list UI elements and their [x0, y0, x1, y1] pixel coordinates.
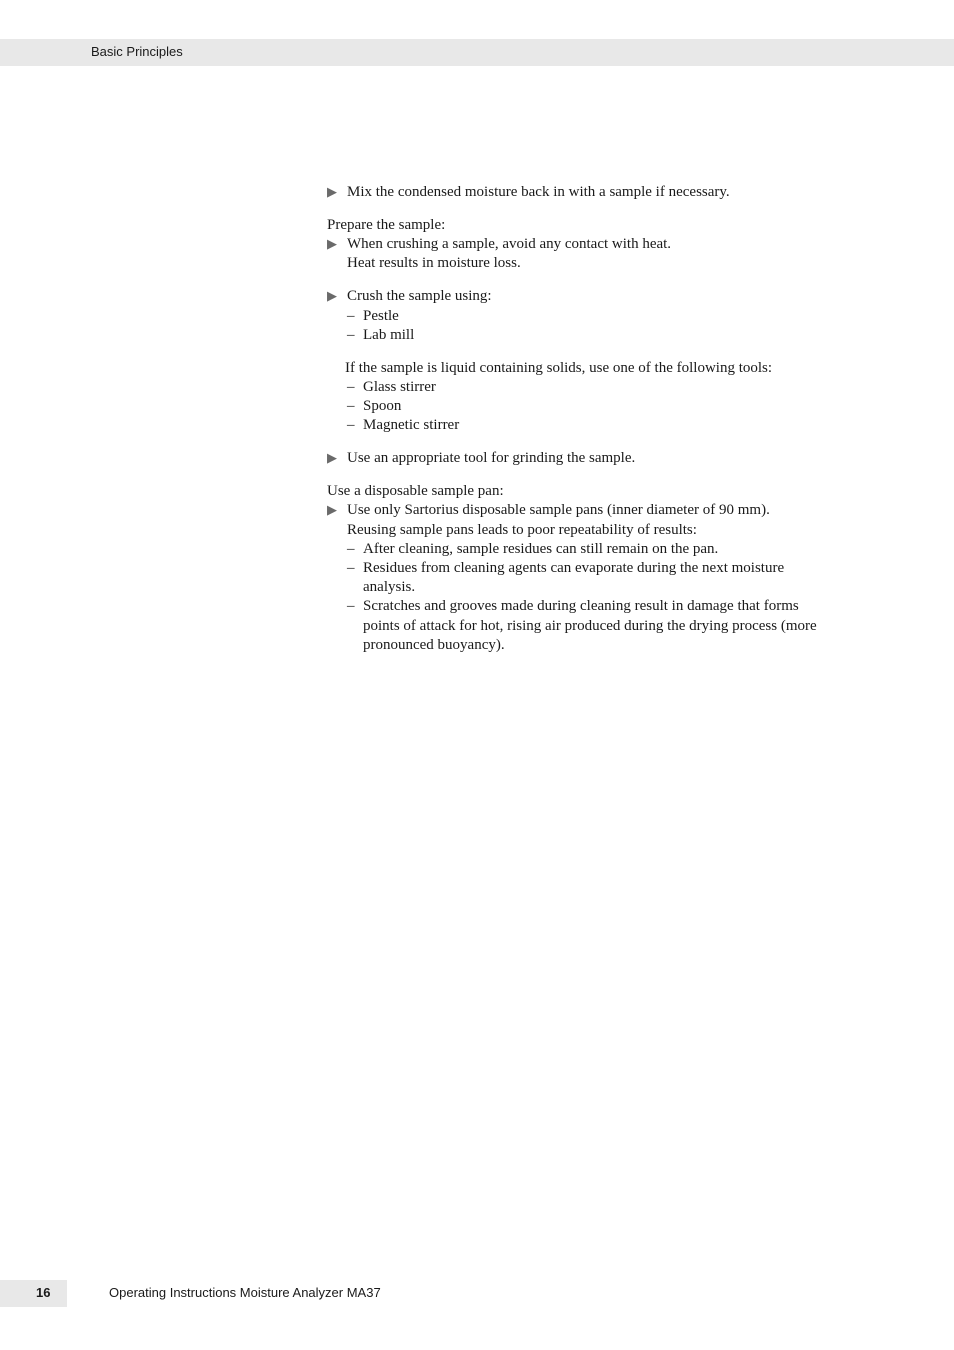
section-title: Basic Principles: [91, 44, 183, 59]
list-item-text: Magnetic stirrer: [363, 417, 460, 434]
list-item-text: Lab mill: [363, 326, 415, 343]
instruction-text: Use an appropriate tool for grinding the sample.: [347, 450, 636, 467]
list-item-text: After cleaning, sample residues can still remain on the pan.: [363, 540, 719, 557]
instruction-item: [327, 235, 867, 254]
list-item-text: Pestle: [363, 307, 399, 324]
dash-marker: –: [347, 307, 355, 324]
dash-marker: –: [347, 378, 355, 395]
list-item-text: Spoon: [363, 398, 402, 415]
triangle-right-icon: ▶: [327, 289, 337, 305]
list-item: [327, 378, 867, 397]
list-item-continuation: analysis.: [363, 579, 416, 596]
triangle-right-icon: ▶: [327, 503, 337, 519]
instruction-text: Mix the condensed moisture back in with a sample if necessary.: [347, 184, 730, 200]
instruction-item: [327, 501, 867, 520]
instruction-continuation: Heat results in moisture loss.: [347, 255, 521, 272]
dash-marker: –: [347, 398, 355, 415]
paragraph-text: Prepare the sample:: [327, 216, 446, 233]
list-item-continuation: pronounced buoyancy).: [363, 636, 505, 653]
instruction-continuation: Reusing sample pans leads to poor repeatability of results:: [347, 521, 697, 538]
dash-marker: –: [347, 326, 355, 343]
paragraph-text: Use a disposable sample pan:: [327, 483, 504, 500]
list-item-continuation: points of attack for hot, rising air produced during the drying process (more: [363, 617, 817, 634]
page-body: [327, 183, 867, 655]
instruction-item: [327, 449, 867, 468]
list-item: [327, 307, 867, 326]
paragraph-text: If the sample is liquid containing solids, use one of the following tools:: [345, 359, 773, 376]
instruction-text: Use only Sartorius disposable sample pans (inner diameter of 90 mm).: [347, 502, 770, 519]
instruction-text: When crushing a sample, avoid any contact with heat.: [347, 236, 672, 253]
dash-marker: –: [347, 417, 355, 434]
triangle-right-icon: ▶: [327, 451, 337, 467]
triangle-right-icon: ▶: [327, 185, 337, 200]
dash-marker: –: [347, 540, 355, 557]
list-item: [327, 540, 867, 559]
dash-marker: –: [347, 598, 355, 615]
instruction-item: [327, 287, 867, 306]
list-item-text: Scratches and grooves made during cleaning result in damage that forms: [363, 598, 799, 615]
list-item: [327, 416, 867, 435]
list-item: [327, 559, 867, 578]
list-item: [327, 326, 867, 345]
footer-band: [0, 1280, 67, 1307]
instruction-text: Crush the sample using:: [347, 288, 492, 305]
list-item: [327, 597, 867, 616]
triangle-right-icon: ▶: [327, 237, 337, 253]
list-item: [327, 397, 867, 416]
list-item-text: Residues from cleaning agents can evaporate during the next moisture: [363, 559, 785, 576]
instruction-item: [327, 183, 867, 202]
dash-marker: –: [347, 559, 355, 576]
page-number: 16: [36, 1285, 51, 1300]
list-item-text: Glass stirrer: [363, 378, 436, 395]
document-title: Operating Instructions Moisture Analyzer MA37: [109, 1285, 381, 1300]
